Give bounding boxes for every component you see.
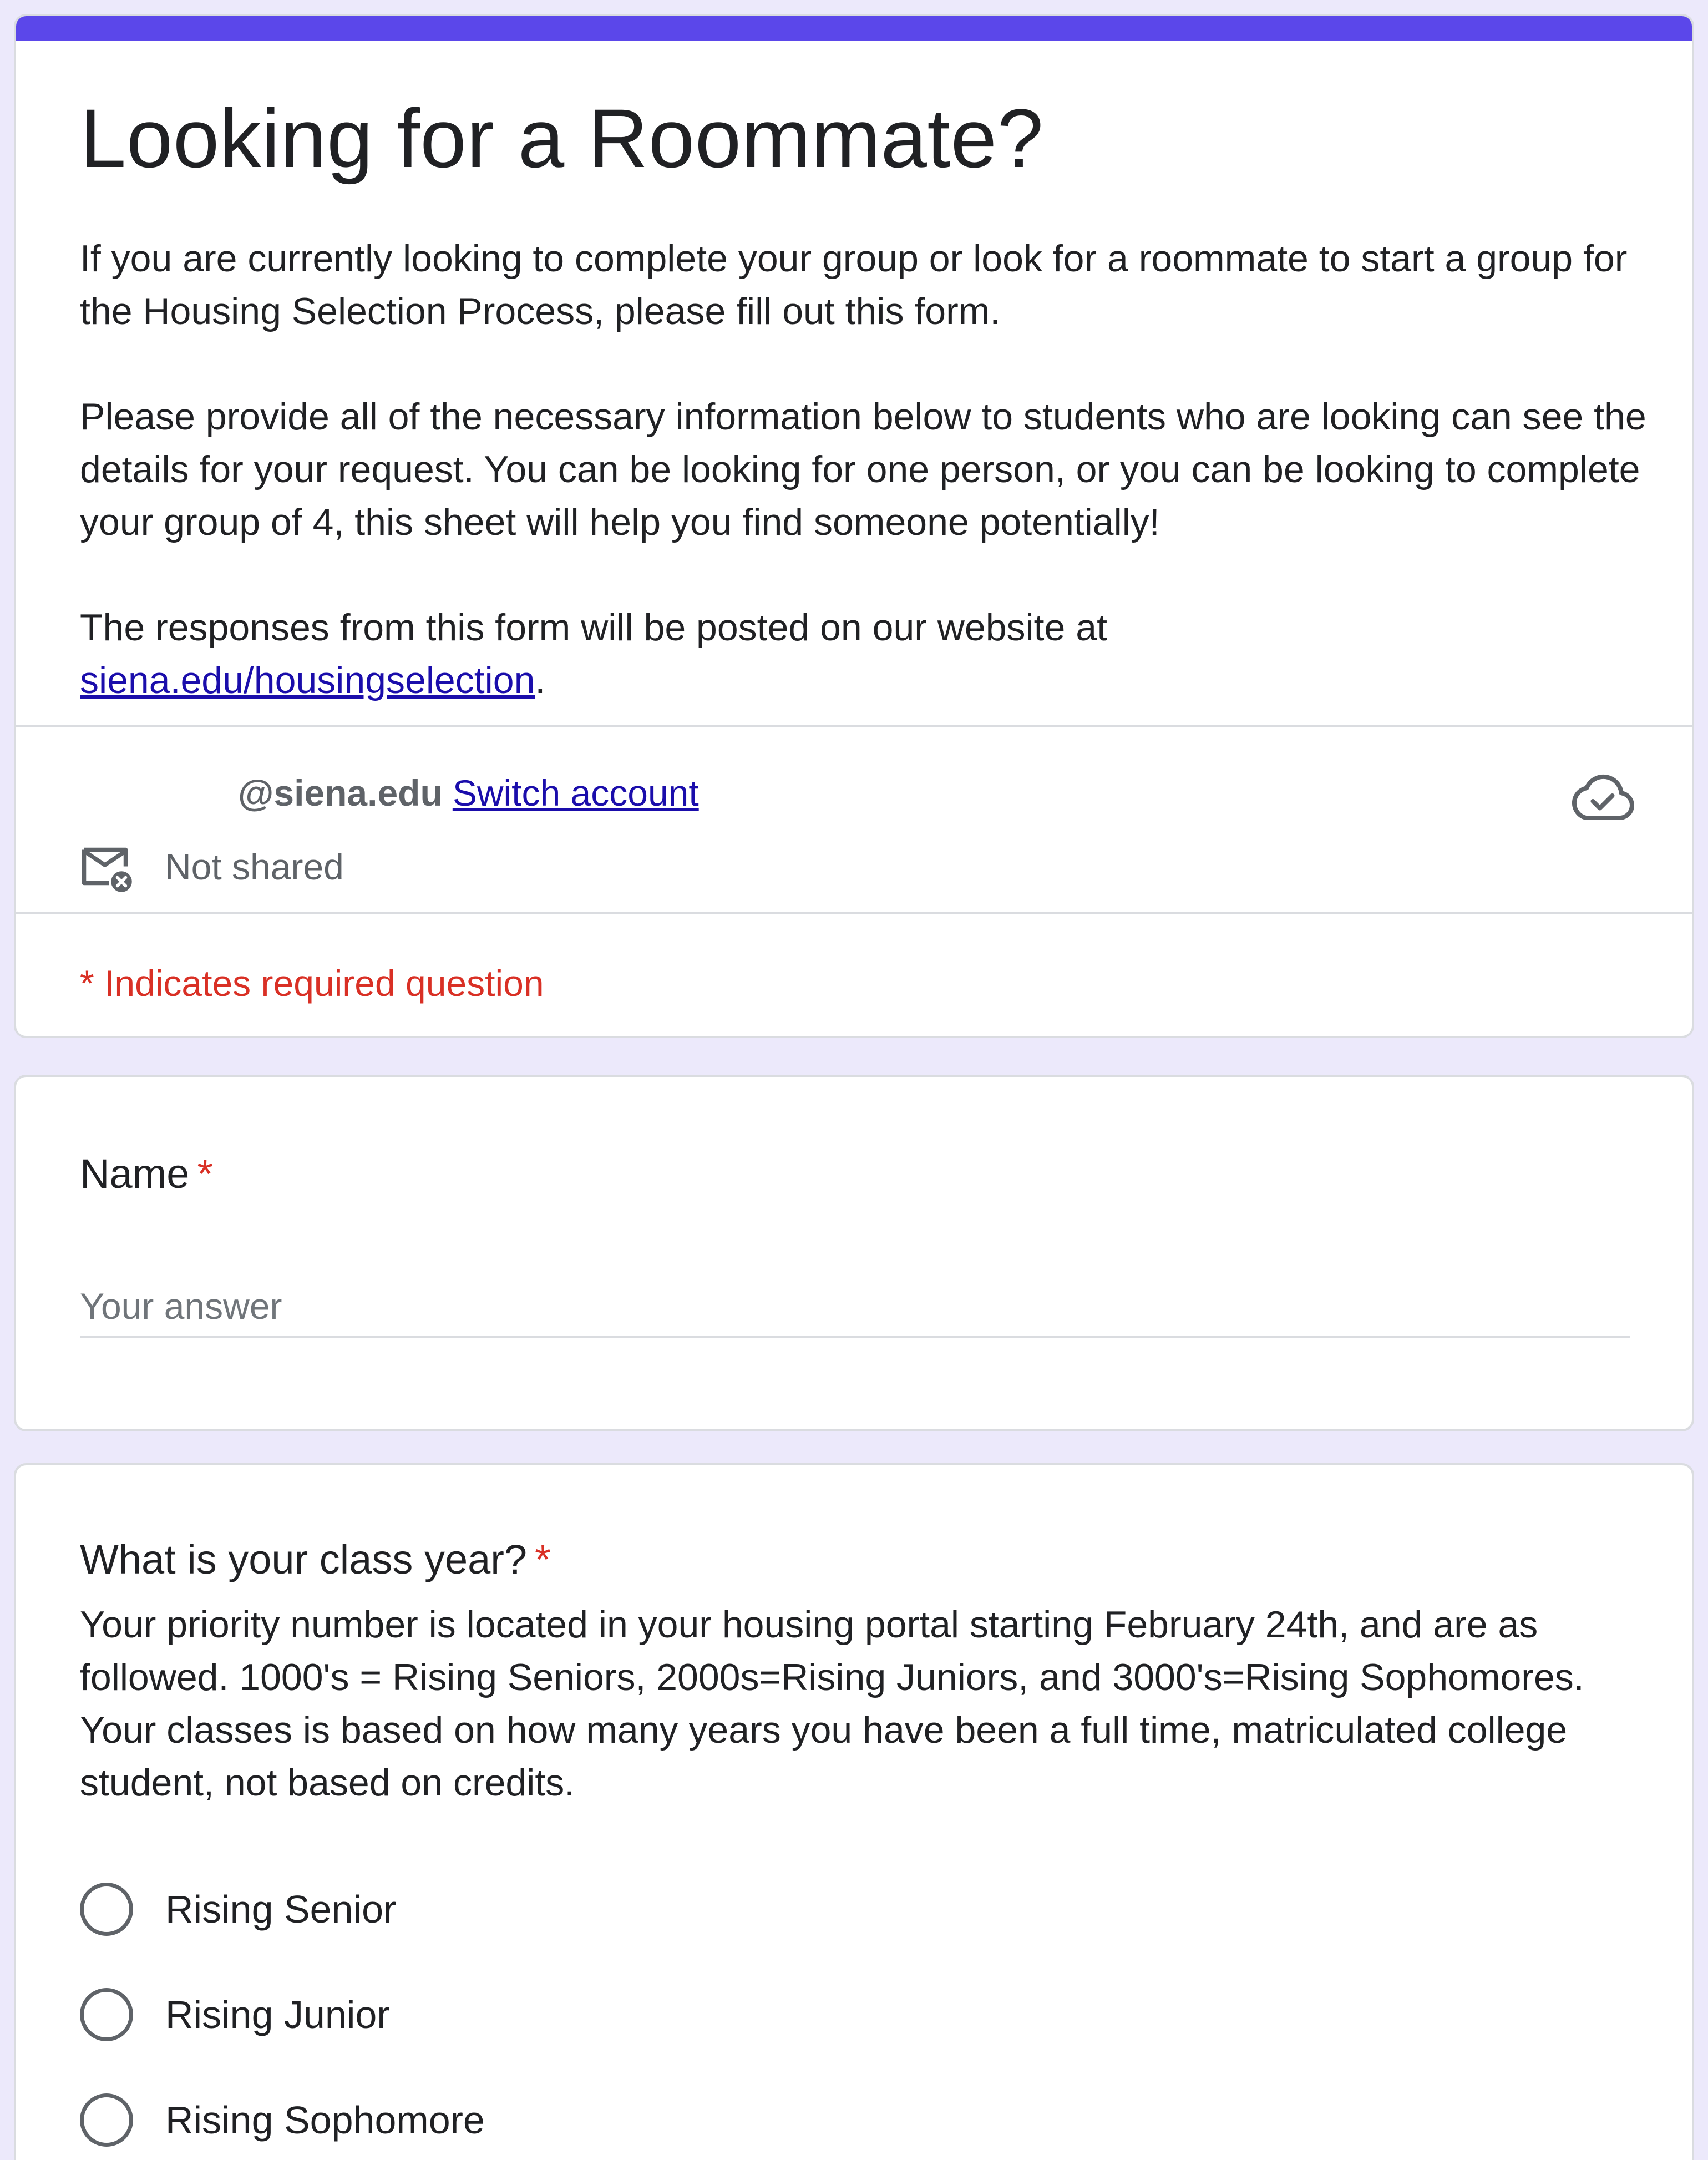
divider [16,912,1692,914]
required-question-note: * Indicates required question [80,963,544,1004]
not-shared-label: Not shared [165,846,344,887]
required-asterisk: * [535,1536,551,1582]
form-description-details: Please provide all of the necessary information below to students who are looking can see the details for your request. You can be looking for one person, or you can be looking to complete your group of 4, this sheet will help you find someone potentially! [80,396,1646,543]
radio-option-label: Rising Junior [165,1993,390,2036]
question-label: What is your class year? [80,1536,528,1582]
website-link[interactable]: siena.edu/housingselection [80,659,535,701]
question-card-name [14,1075,1694,1431]
radio-option-rising-junior[interactable] [80,1984,390,2045]
form-title: Looking for a Roommate? [80,92,1044,185]
mail-not-shared-icon [80,843,135,893]
account-email: @siena.edu [238,772,443,813]
cloud-check-icon[interactable] [1569,765,1636,826]
website-period: . [535,659,546,701]
account-row [238,768,699,818]
divider [16,725,1692,727]
question-label: Name [80,1151,190,1197]
question-title-class-year [80,1532,551,1587]
form-description-intro: If you are currently looking to complete your group or look for a roommate to start a group for the Housing Selection Process, please fill out this form. [80,237,1628,332]
name-answer-input[interactable] [80,1277,1630,1338]
radio-option-label: Rising Senior [165,1888,397,1931]
required-asterisk: * [197,1151,214,1197]
radio-button[interactable] [80,1988,133,2041]
radio-button[interactable] [80,1883,133,1936]
form-header-card [14,14,1694,1038]
website-text: The responses from this form will be posted on our website at [80,606,1107,649]
question-title-name [80,1146,213,1202]
accent-bar [14,14,1694,41]
radio-option-label: Rising Sophomore [165,2098,485,2142]
switch-account-link[interactable]: Switch account [452,772,699,813]
radio-option-rising-sophomore[interactable] [80,2090,485,2151]
question-card-class-year [14,1463,1694,2160]
form-description-website [80,601,1650,707]
radio-button[interactable] [80,2093,133,2147]
radio-option-rising-senior[interactable] [80,1879,396,1940]
question-description-class-year: Your priority number is located in your housing portal starting February 24th, and are as followed. 1000's = Rising Seniors, 2000s=Rising Juniors, and 3000's=Rising Sophomores. Your classes is based on how many years you have been a full time, matriculated college student, not based on credits. [80,1603,1584,1804]
